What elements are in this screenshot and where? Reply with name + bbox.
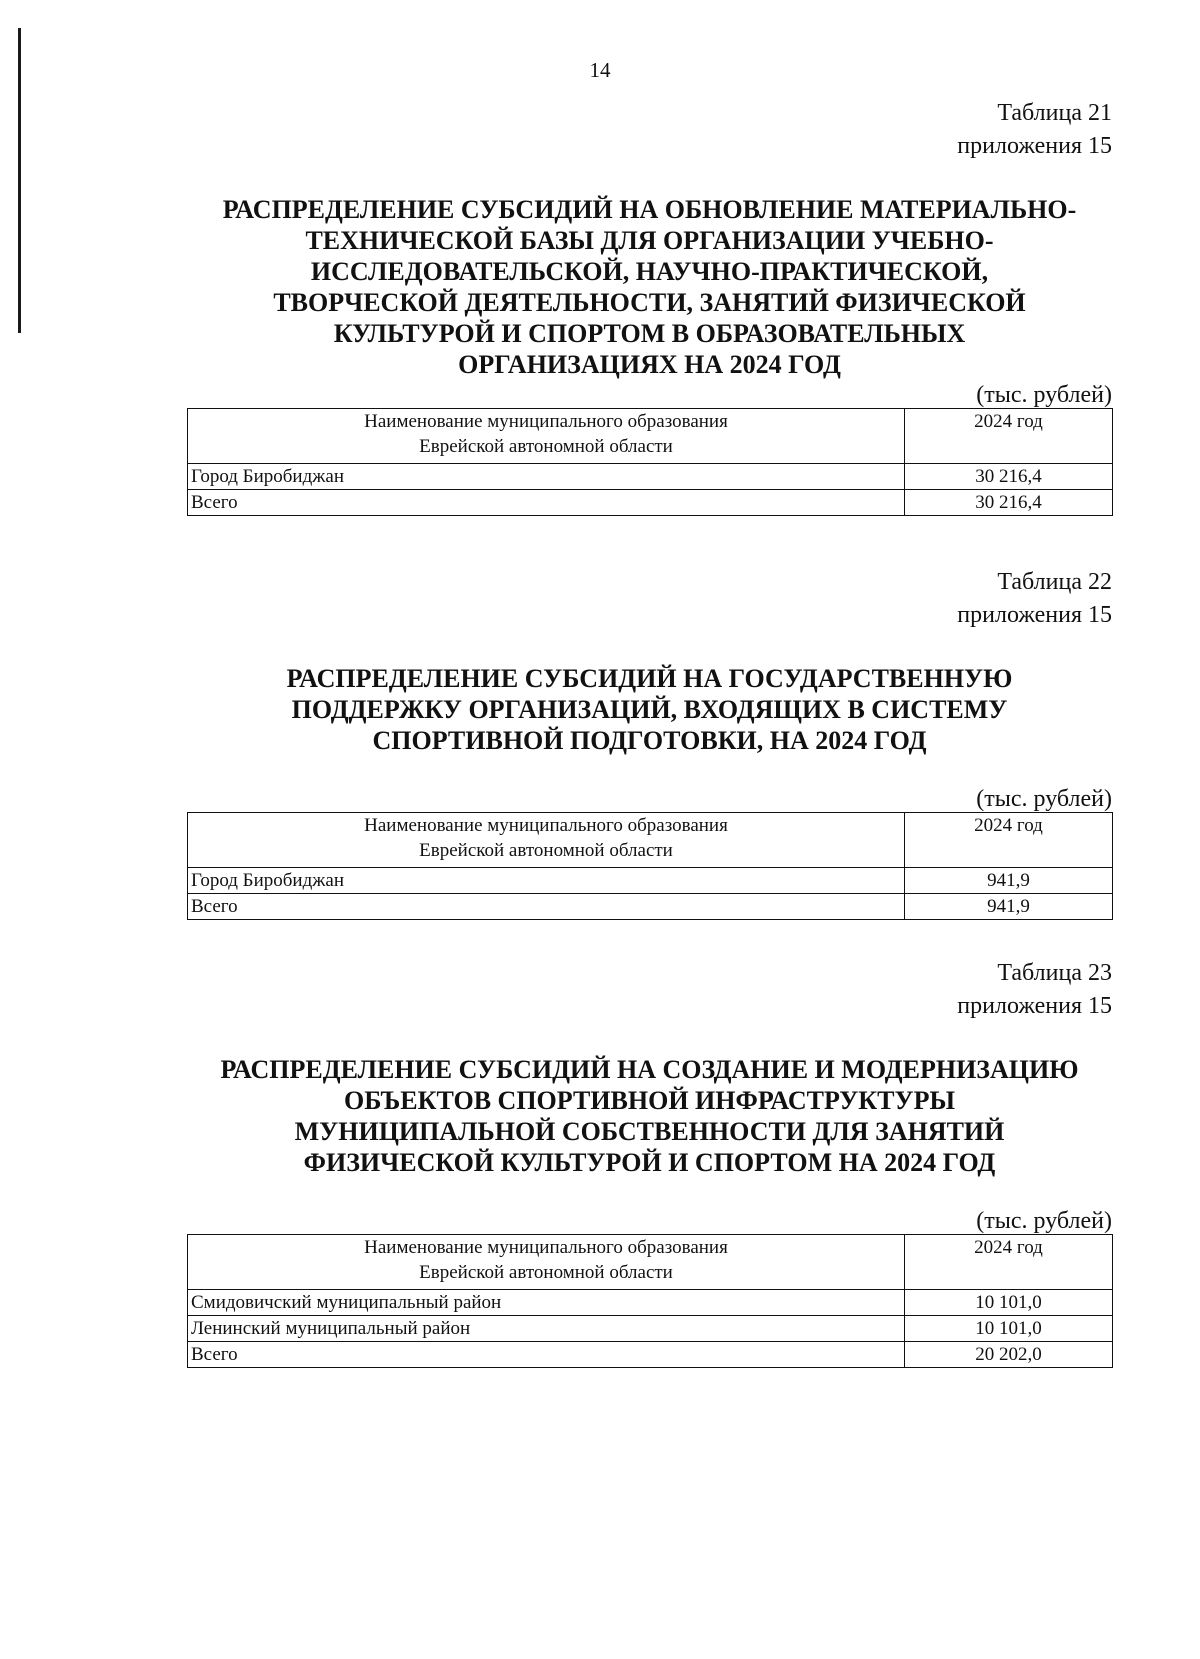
data-table — [187, 1234, 1113, 1368]
table-title — [187, 663, 1112, 756]
title-line: КУЛЬТУРОЙ И СПОРТОМ В ОБРАЗОВАТЕЛЬНЫХ — [333, 319, 966, 348]
title-line: ФИЗИЧЕСКОЙ КУЛЬТУРОЙ И СПОРТОМ НА 2024 ГОД — [303, 1148, 996, 1177]
data-table — [187, 812, 1113, 920]
title-line: ИССЛЕДОВАТЕЛЬСКОЙ, НАУЧНО-ПРАКТИЧЕСКОЙ, — [310, 257, 989, 286]
units-label: (тыс. рублей) — [976, 382, 1112, 408]
section-table-21 — [187, 97, 1112, 516]
title-line: ТЕХНИЧЕСКОЙ БАЗЫ ДЛЯ ОРГАНИЗАЦИИ УЧЕБНО- — [305, 226, 994, 255]
title-line: РАСПРЕДЕЛЕНИЕ СУБСИДИЙ НА ОБНОВЛЕНИЕ МАТЕРИАЛЬНО- — [222, 195, 1077, 224]
table-header-row — [188, 409, 1113, 464]
appendix-label: приложения 15 — [957, 133, 1112, 159]
table-label: Таблица 22 — [997, 569, 1112, 595]
title-line: СПОРТИВНОЙ ПОДГОТОВКИ, НА 2024 ГОД — [372, 726, 927, 755]
page-number: 14 — [589, 58, 611, 82]
units-label: (тыс. рублей) — [976, 786, 1112, 812]
table-row — [188, 1316, 1113, 1342]
table-header-row — [188, 1235, 1113, 1290]
table-label: Таблица 21 — [997, 100, 1112, 126]
header-year: 2024 год — [905, 1235, 1113, 1290]
units-label: (тыс. рублей) — [976, 1208, 1112, 1234]
header-line: Еврейской автономной области — [419, 840, 673, 861]
header-line: Наименование муниципального образования — [364, 1237, 728, 1258]
table-title — [187, 194, 1112, 380]
table-title — [187, 1054, 1112, 1178]
table-row — [188, 1342, 1113, 1368]
row-value: 10 101,0 — [905, 1290, 1113, 1316]
row-name: Город Биробиджан — [188, 868, 905, 894]
table-row — [188, 1290, 1113, 1316]
row-value: 941,9 — [905, 868, 1113, 894]
header-municipality — [188, 1235, 905, 1290]
table-row — [188, 490, 1113, 516]
row-value: 20 202,0 — [905, 1342, 1113, 1368]
table-header-row — [188, 813, 1113, 868]
row-name: Всего — [188, 894, 905, 920]
section-table-22 — [187, 566, 1112, 920]
header-municipality — [188, 409, 905, 464]
row-name: Смидовичский муниципальный район — [188, 1290, 905, 1316]
row-value: 30 216,4 — [905, 490, 1113, 516]
row-name: Ленинский муниципальный район — [188, 1316, 905, 1342]
row-name: Город Биробиджан — [188, 464, 905, 490]
row-value: 10 101,0 — [905, 1316, 1113, 1342]
table-row — [188, 868, 1113, 894]
header-line: Наименование муниципального образования — [364, 411, 728, 432]
title-line: РАСПРЕДЕЛЕНИЕ СУБСИДИЙ НА ГОСУДАРСТВЕННУЮ — [286, 664, 1013, 693]
row-name: Всего — [188, 490, 905, 516]
appendix-label: приложения 15 — [957, 602, 1112, 628]
title-line: МУНИЦИПАЛЬНОЙ СОБСТВЕННОСТИ ДЛЯ ЗАНЯТИЙ — [294, 1117, 1005, 1146]
title-line: ОРГАНИЗАЦИЯХ НА 2024 ГОД — [458, 350, 841, 379]
header-year: 2024 год — [905, 813, 1113, 868]
section-table-23 — [187, 957, 1112, 1368]
title-line: РАСПРЕДЕЛЕНИЕ СУБСИДИЙ НА СОЗДАНИЕ И МОДЕРНИЗАЦИЮ — [220, 1055, 1079, 1084]
row-value: 30 216,4 — [905, 464, 1113, 490]
header-line: Еврейской автономной области — [419, 1262, 673, 1283]
header-municipality — [188, 813, 905, 868]
appendix-label: приложения 15 — [957, 993, 1112, 1019]
header-line: Наименование муниципального образования — [364, 815, 728, 836]
table-row — [188, 894, 1113, 920]
table-label: Таблица 23 — [997, 960, 1112, 986]
data-table — [187, 408, 1113, 516]
title-line: ОБЪЕКТОВ СПОРТИВНОЙ ИНФРАСТРУКТУРЫ — [343, 1086, 955, 1115]
title-line: ПОДДЕРЖКУ ОРГАНИЗАЦИЙ, ВХОДЯЩИХ В СИСТЕМУ — [291, 695, 1008, 724]
title-line: ТВОРЧЕСКОЙ ДЕЯТЕЛЬНОСТИ, ЗАНЯТИЙ ФИЗИЧЕСКОЙ — [273, 288, 1026, 317]
row-value: 941,9 — [905, 894, 1113, 920]
row-name: Всего — [188, 1342, 905, 1368]
header-line: Еврейской автономной области — [419, 436, 673, 457]
table-row — [188, 464, 1113, 490]
header-year: 2024 год — [905, 409, 1113, 464]
